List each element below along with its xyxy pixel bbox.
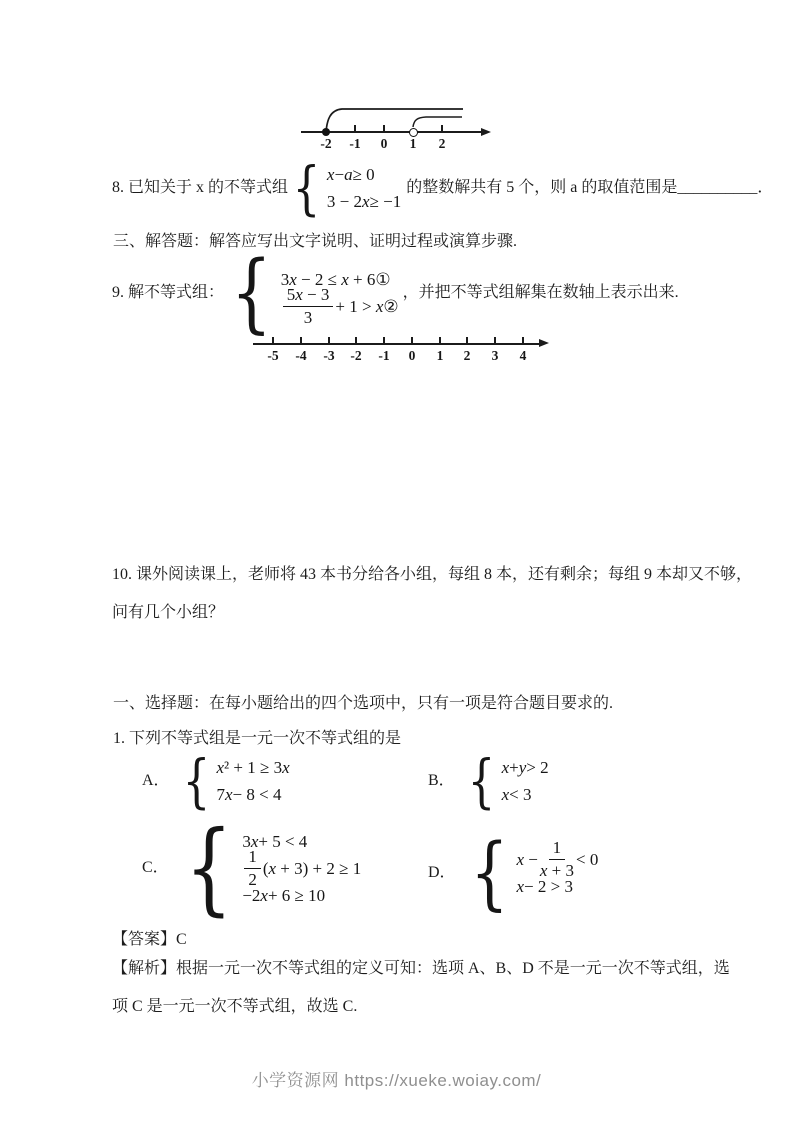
system-brace: { — [469, 826, 509, 919]
tick-mark — [300, 337, 302, 344]
tick-mark — [355, 337, 357, 344]
tick-mark — [383, 337, 385, 344]
system-brace: { — [292, 154, 321, 222]
axis-tick-label: 3 — [491, 348, 499, 363]
analysis-block — [112, 950, 730, 1026]
axis-tick-label: -5 — [267, 348, 279, 363]
axis-tick-label: 1 — [436, 348, 444, 363]
tick-mark — [411, 337, 413, 344]
fraction-denominator: x + 3 — [539, 861, 574, 880]
fraction — [283, 285, 334, 328]
option-a — [142, 747, 290, 815]
fraction-numerator: 1 — [244, 847, 261, 869]
option-b-system — [502, 754, 549, 808]
option-c-system — [242, 828, 361, 909]
option-b-label: B． — [428, 772, 455, 789]
numberline-blank — [243, 328, 563, 370]
tick-mark — [328, 337, 330, 344]
inequality: x − a ≥ 0 — [326, 165, 375, 184]
numberline-axis — [253, 343, 541, 345]
axis-tick-label: 4 — [519, 348, 527, 363]
axis-tick-label: 0 — [408, 348, 416, 363]
tick-mark — [439, 337, 441, 344]
axis-tick-label: 2 — [463, 348, 471, 363]
inequality: x ² + 1 ≥ 3 x — [216, 758, 290, 777]
option-d-label: D． — [428, 864, 456, 881]
tick-mark — [354, 125, 356, 132]
numberline-solution-graph — [293, 92, 503, 160]
tick-mark — [522, 337, 524, 344]
axis-arrow-icon — [481, 128, 491, 136]
equation-tag: ① — [375, 270, 391, 289]
analysis-line2: 项 C 是一元一次不等式组，故选 C. — [112, 998, 358, 1015]
option-a-label: A． — [142, 772, 170, 789]
inequality: x − 2 > 3 — [516, 877, 573, 896]
axis-tick-label: -1 — [349, 136, 361, 151]
equation-tag: ② — [383, 297, 399, 316]
section-heading-jieda: 三、解答题：解答应写出文字说明、证明过程或演算步骤. — [113, 233, 518, 250]
tick-mark — [494, 337, 496, 344]
answer-value: C — [176, 931, 187, 948]
inequality: 7 x − 8 < 4 — [216, 785, 282, 804]
fraction-numerator: 5x − 3 — [283, 285, 334, 307]
inequality-2: $\frac{5x - 3}{3}$ + 1 > x ② — [281, 293, 399, 320]
fraction-denominator: 3 — [303, 308, 313, 327]
option-a-system — [216, 754, 289, 808]
fraction-numerator: 1 — [549, 838, 566, 860]
option-d-system — [516, 838, 599, 900]
question-1-stem: 1. 下列不等式组是一元一次不等式组的是 — [113, 730, 402, 747]
question-9-suffix: ，并把不等式组解集在数轴上表示出来. — [402, 284, 679, 301]
option-c — [142, 809, 362, 926]
section-heading-xuanze: 一、选择题：在每小题给出的四个选项中，只有一项是符合题目要求的. — [113, 695, 614, 712]
inequality-1: 3x − 2 ≤ x + 6 ① — [281, 266, 399, 293]
question-10-line2: 问有几个小组？ — [112, 604, 225, 621]
question-8-system — [327, 161, 401, 215]
option-b — [428, 747, 549, 815]
inequality: 3 − 2 x ≥ −1 — [326, 192, 402, 211]
question-9-prefix: 9. 解不等式组： — [112, 284, 225, 301]
site-watermark: 小学资源网 https://xueke.woiay.com/ — [251, 1071, 542, 1090]
inequality-with-fraction: x − $\frac{1}{x + 3}$ < 0 — [516, 838, 599, 880]
axis-tick-label: 0 — [380, 136, 388, 151]
inequality: x < 3 — [501, 785, 532, 804]
axis-tick-label: 2 — [438, 136, 446, 151]
question-10 — [112, 556, 753, 632]
question-8 — [112, 154, 774, 222]
question-8-prefix: 8. 已知关于 x 的不等式组 — [112, 179, 289, 196]
question-8-suffix: 的整数解共有 5 个，则 a 的取值范围是 — [406, 179, 678, 196]
period: ． — [757, 179, 774, 196]
inequality-with-fraction: $\frac{1}{2}$ (x + 3) + 2 ≥ 1 — [242, 855, 361, 882]
tick-mark — [441, 125, 443, 132]
system-brace: { — [467, 747, 495, 815]
axis-tick-label: -1 — [378, 348, 390, 363]
axis-tick-label: -2 — [320, 136, 332, 151]
question-9-system — [280, 266, 399, 327]
inequality: −2 x + 6 ≥ 10 — [242, 885, 326, 905]
axis-tick-label: 1 — [409, 136, 417, 151]
system-brace: { — [184, 809, 233, 926]
tick-mark — [383, 125, 385, 132]
option-c-label: C． — [142, 859, 169, 876]
axis-tick-label: -3 — [323, 348, 335, 363]
system-brace: { — [230, 243, 272, 343]
answer-label: 【答案】 — [112, 931, 177, 948]
question-9 — [112, 243, 679, 343]
analysis-line1: 【解析】根据一元一次不等式组的定义可知：选项 A、B、D 不是一元一次不等式组，选 — [112, 960, 730, 977]
axis-arrow-icon — [539, 339, 549, 347]
option-d — [428, 826, 599, 919]
inequality: x + y > 2 — [501, 758, 549, 777]
axis-tick-label: -2 — [350, 348, 362, 363]
system-brace: { — [182, 747, 210, 815]
answer-blank: __________ — [677, 179, 758, 196]
fraction-denominator: 2 — [248, 869, 257, 889]
answer-line — [112, 928, 187, 952]
tick-mark — [272, 337, 274, 344]
question-10-line1: 10. 课外阅读课上，老师将 43 本书分给各小组，每组 8 本，还有剩余；每组 9 本却又不够， — [112, 566, 753, 583]
closed-endpoint-dot — [322, 128, 330, 136]
tick-mark — [466, 337, 468, 344]
axis-tick-label: -4 — [295, 348, 307, 363]
inequality: 3 x + 5 < 4 — [242, 831, 308, 851]
